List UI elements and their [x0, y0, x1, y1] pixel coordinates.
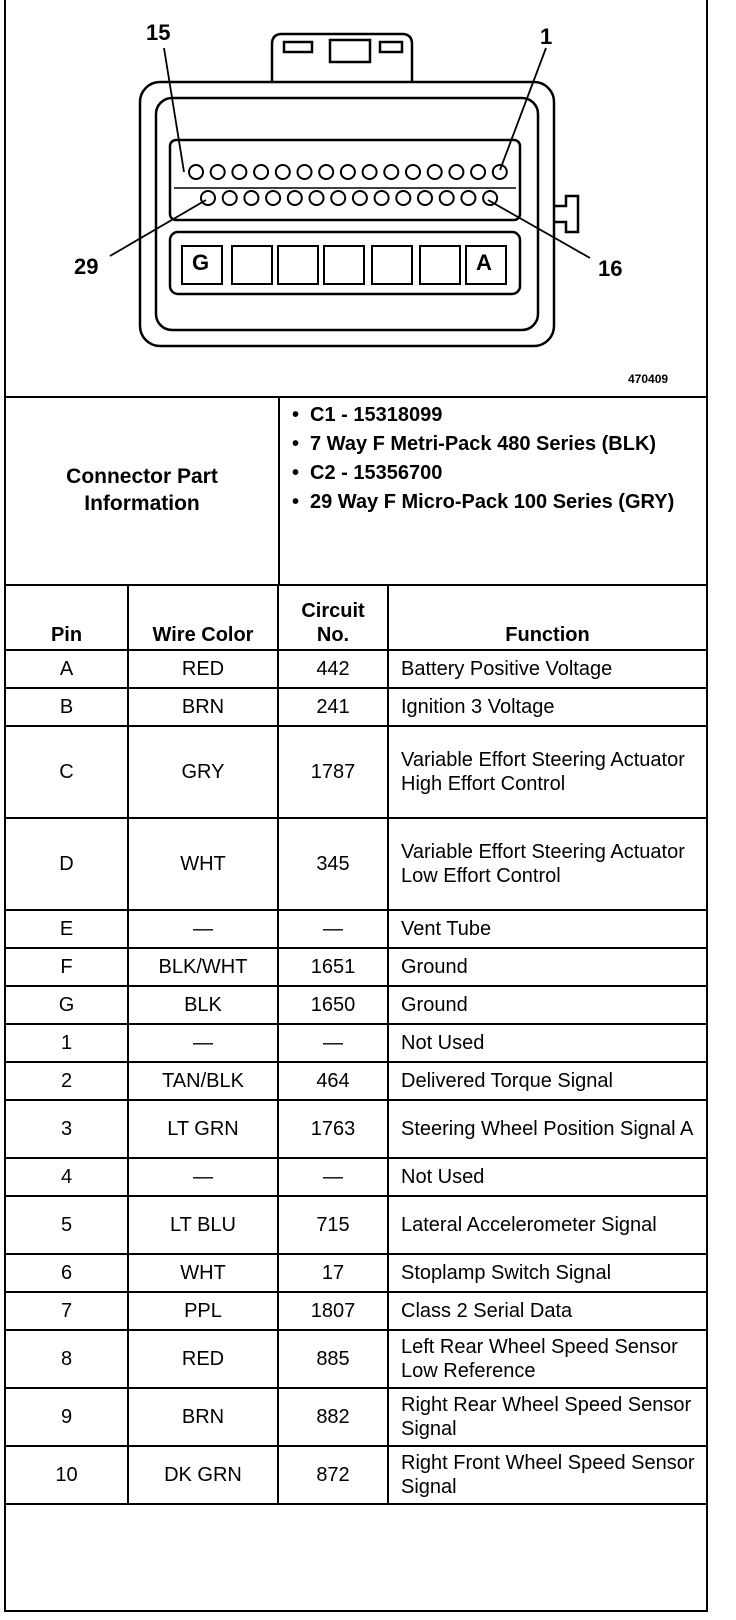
- wire-color-cell: DK GRN: [128, 1446, 278, 1504]
- function-cell: Variable Effort Steering Actuator High Effort Control: [388, 726, 706, 818]
- pin-hole: [406, 165, 420, 179]
- function-cell: Ground: [388, 948, 706, 986]
- pin-hole: [201, 191, 215, 205]
- table-row: [6, 1330, 706, 1388]
- pin-cell: 4: [6, 1158, 128, 1196]
- cavity: [324, 246, 364, 284]
- table-row: [6, 818, 706, 910]
- pin-label-1: 1: [540, 24, 553, 49]
- pin-cell: 10: [6, 1446, 128, 1504]
- pin-cell: B: [6, 688, 128, 726]
- circuit-cell: 885: [278, 1330, 388, 1388]
- info-item: • 29 Way F Micro-Pack 100 Series (GRY): [288, 491, 700, 514]
- pin-hole: [440, 191, 454, 205]
- table-row: [6, 688, 706, 726]
- circuit-cell: 1763: [278, 1100, 388, 1158]
- function-cell: Right Front Wheel Speed Sensor Signal: [388, 1446, 706, 1504]
- pin-cell: 7: [6, 1292, 128, 1330]
- connector-sheet: [4, 0, 708, 1612]
- pin-hole: [375, 191, 389, 205]
- wire-color-cell: LT BLU: [128, 1196, 278, 1254]
- pin-cell: E: [6, 910, 128, 948]
- pin-hole: [384, 165, 398, 179]
- table-row: [6, 948, 706, 986]
- circuit-cell: —: [278, 1024, 388, 1062]
- wire-color-cell: —: [128, 1158, 278, 1196]
- pin-cell: 2: [6, 1062, 128, 1100]
- table-row: [6, 1100, 706, 1158]
- table-row: [6, 910, 706, 948]
- circuit-cell: —: [278, 1158, 388, 1196]
- info-list-cell: [280, 396, 700, 514]
- wire-color-cell: TAN/BLK: [128, 1062, 278, 1100]
- table-row: [6, 1158, 706, 1196]
- pin-cell: C: [6, 726, 128, 818]
- header-pin: Pin: [6, 584, 128, 650]
- connector-diagram: [6, 0, 706, 398]
- pin-hole: [232, 165, 246, 179]
- circuit-cell: 464: [278, 1062, 388, 1100]
- pin-hole: [418, 191, 432, 205]
- pin-hole: [449, 165, 463, 179]
- pinout-table: [6, 584, 706, 1505]
- table-row: [6, 1388, 706, 1446]
- circuit-cell: 1650: [278, 986, 388, 1024]
- function-cell: Not Used: [388, 1158, 706, 1196]
- info-item: • C1 - 15318099: [288, 404, 700, 427]
- wire-color-cell: —: [128, 910, 278, 948]
- table-row: [6, 1196, 706, 1254]
- pin-cell: F: [6, 948, 128, 986]
- pin-hole: [276, 165, 290, 179]
- pin-cell: 9: [6, 1388, 128, 1446]
- function-cell: Ignition 3 Voltage: [388, 688, 706, 726]
- pin-cell: 8: [6, 1330, 128, 1388]
- wire-color-cell: WHT: [128, 818, 278, 910]
- table-row: [6, 726, 706, 818]
- pin-hole: [461, 191, 475, 205]
- cavity: [420, 246, 460, 284]
- function-cell: Stoplamp Switch Signal: [388, 1254, 706, 1292]
- cavity: [372, 246, 412, 284]
- pin-hole: [483, 191, 497, 205]
- info-item: • 7 Way F Metri-Pack 480 Series (BLK): [288, 433, 700, 456]
- circuit-cell: —: [278, 910, 388, 948]
- pin-hole: [223, 191, 237, 205]
- pin-hole: [288, 191, 302, 205]
- info-item: • C2 - 15356700: [288, 462, 700, 485]
- circuit-cell: 345: [278, 818, 388, 910]
- cavity-label-g: G: [192, 250, 210, 275]
- wire-color-cell: GRY: [128, 726, 278, 818]
- table-row: [6, 1254, 706, 1292]
- connector-part-information: [6, 396, 706, 586]
- function-cell: Variable Effort Steering Actuator Low Effort Control: [388, 818, 706, 910]
- info-heading-cell: [6, 396, 280, 584]
- wire-color-cell: BRN: [128, 1388, 278, 1446]
- function-cell: Vent Tube: [388, 910, 706, 948]
- wire-color-cell: BLK/WHT: [128, 948, 278, 986]
- info-heading: Connector Part Information: [66, 465, 218, 515]
- pin-label-16: 16: [598, 256, 623, 281]
- pin-hole: [298, 165, 312, 179]
- function-cell: Ground: [388, 986, 706, 1024]
- pin-hole: [211, 165, 225, 179]
- wire-color-cell: BLK: [128, 986, 278, 1024]
- function-cell: Delivered Torque Signal: [388, 1062, 706, 1100]
- function-cell: Left Rear Wheel Speed Sensor Low Reference: [388, 1330, 706, 1388]
- circuit-cell: 442: [278, 650, 388, 688]
- wire-color-cell: —: [128, 1024, 278, 1062]
- pin-label-29: 29: [74, 254, 99, 279]
- pin-cell: 6: [6, 1254, 128, 1292]
- table-row: [6, 986, 706, 1024]
- circuit-cell: 1807: [278, 1292, 388, 1330]
- pin-cell: A: [6, 650, 128, 688]
- circuit-cell: 882: [278, 1388, 388, 1446]
- circuit-cell: 715: [278, 1196, 388, 1254]
- header-wire-color: Wire Color: [128, 584, 278, 650]
- pin-cell: 1: [6, 1024, 128, 1062]
- pin-hole: [331, 191, 345, 205]
- cavity-label-a: A: [476, 250, 492, 275]
- table-row: [6, 1062, 706, 1100]
- pin-hole: [319, 165, 333, 179]
- pin-hole: [189, 165, 203, 179]
- pin-label-15: 15: [146, 20, 171, 45]
- function-cell: Class 2 Serial Data: [388, 1292, 706, 1330]
- pin-cell: 5: [6, 1196, 128, 1254]
- pin-cell: 3: [6, 1100, 128, 1158]
- info-list: [280, 396, 700, 514]
- pin-hole: [310, 191, 324, 205]
- pin-hole: [471, 165, 485, 179]
- pin-hole: [396, 191, 410, 205]
- figure-number: 470409: [628, 372, 669, 386]
- wire-color-cell: LT GRN: [128, 1100, 278, 1158]
- wire-color-cell: PPL: [128, 1292, 278, 1330]
- pin-hole: [266, 191, 280, 205]
- table-row: [6, 1292, 706, 1330]
- pin-cell: D: [6, 818, 128, 910]
- header-function: Function: [388, 584, 706, 650]
- circuit-cell: 1787: [278, 726, 388, 818]
- table-header-row: [6, 584, 706, 650]
- function-cell: Battery Positive Voltage: [388, 650, 706, 688]
- wire-color-cell: RED: [128, 1330, 278, 1388]
- table-row: [6, 650, 706, 688]
- circuit-cell: 1651: [278, 948, 388, 986]
- cavity: [232, 246, 272, 284]
- pin-hole: [363, 165, 377, 179]
- table-row: [6, 1446, 706, 1504]
- pin-hole: [341, 165, 355, 179]
- circuit-cell: 241: [278, 688, 388, 726]
- function-cell: Right Rear Wheel Speed Sensor Signal: [388, 1388, 706, 1446]
- pin-hole: [254, 165, 268, 179]
- header-circuit-no: Circuit No.: [278, 584, 388, 650]
- table-row: [6, 1024, 706, 1062]
- pin-hole: [244, 191, 258, 205]
- pin-hole: [353, 191, 367, 205]
- pin-hole: [493, 165, 507, 179]
- function-cell: Not Used: [388, 1024, 706, 1062]
- circuit-cell: 872: [278, 1446, 388, 1504]
- circuit-cell: 17: [278, 1254, 388, 1292]
- pin-hole: [428, 165, 442, 179]
- wire-color-cell: BRN: [128, 688, 278, 726]
- wire-color-cell: RED: [128, 650, 278, 688]
- pin-cell: G: [6, 986, 128, 1024]
- function-cell: Lateral Accelerometer Signal: [388, 1196, 706, 1254]
- connector-drawing: [6, 0, 706, 396]
- wire-color-cell: WHT: [128, 1254, 278, 1292]
- function-cell: Steering Wheel Position Signal A: [388, 1100, 706, 1158]
- cavity: [278, 246, 318, 284]
